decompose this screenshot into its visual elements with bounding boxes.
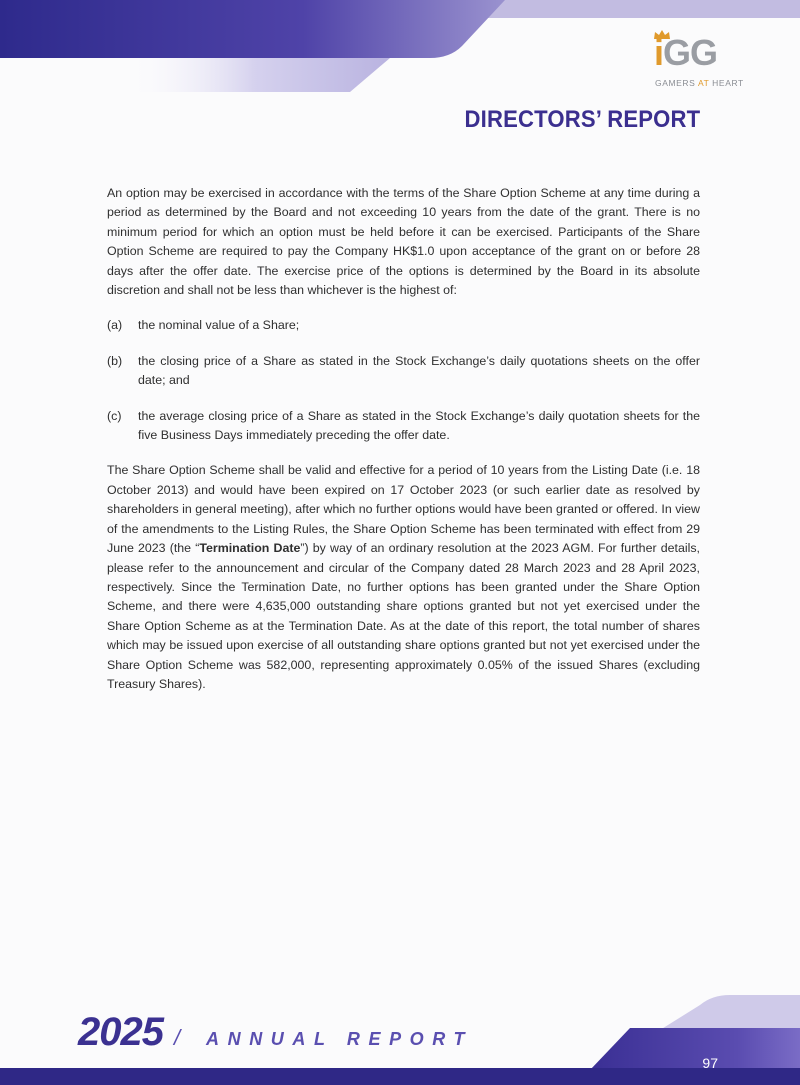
footer-band-light xyxy=(660,995,800,1030)
list-text: the nominal value of a Share; xyxy=(138,318,300,333)
list-marker: (a) xyxy=(107,318,123,333)
list-text: the average closing price of a Share as stated in the Stock Exchange’s daily quotation sheets for the five Business Days immediately preceding the offer date. xyxy=(138,408,700,443)
closing-text-before: The Share Option Scheme shall be valid and effective for a period of 10 years from the Listing Date (i.e. 18 October 2013) and would have been expired on 17 October 2023 (or such earlier date as resolved by shareholders in general meeting), after which no further options would have been granted or offered. In view of the amendments to the Listing Rules, the Share Option Scheme has been terminated with effect from 29 June 2023 (the “ xyxy=(107,463,700,556)
list-marker: (c) xyxy=(107,408,122,423)
footer-label: ANNUAL REPORT xyxy=(206,1029,474,1049)
section-title: DIRECTORS’ REPORT xyxy=(464,106,700,133)
tagline-suffix: HEART xyxy=(709,78,744,88)
logo-letter-i: i xyxy=(654,32,664,73)
report-body xyxy=(107,184,700,694)
footer-year: 2025 xyxy=(78,1010,163,1054)
tagline-at: AT xyxy=(697,78,710,88)
header-band-main xyxy=(0,0,505,58)
closing-text-after: ”) by way of an ordinary resolution at the 2023 AGM. For further details, please refer to the announcement and circular of the Company dated 28 March 2023 and 28 April 2023, respectively. Since the Termination Date, no further options has been granted under the Share Option Scheme, and there were 4,635,000 outstanding share options granted but not yet exercised under the Share Option Scheme as at the Termination Date. As at the date of this report, the total number of shares which may be issued upon exercise of all outstanding share options granted but not yet exercised under the Share Option Scheme was 582,000, representing approximately 0.05% of the issued Shares (excluding Treasury Shares). xyxy=(107,541,700,691)
list-item xyxy=(107,407,700,446)
footer-band-bottom xyxy=(0,1068,800,1085)
logo-wordmark xyxy=(654,32,718,73)
defined-term: Termination Date xyxy=(199,541,301,556)
logo-tagline xyxy=(655,78,744,88)
closing-paragraph xyxy=(107,461,700,694)
list-item xyxy=(107,316,700,335)
list-text: the closing price of a Share as stated in the Stock Exchange’s daily quotations sheets on the offer date; and xyxy=(138,353,700,388)
footer-band-accent xyxy=(590,1028,800,1070)
intro-paragraph: An option may be exercised in accordance with the terms of the Share Option Scheme at any time during a period as determined by the Board and not exceeding 10 years from the date of the grant. There is no minimum period for which an option must be held before it can be exercised. Participants of the Share Option Scheme are required to pay the Company HK$1.0 upon acceptance of the grant on or before 28 days after the offer date. The exercise price of the options is determined by the Board in its absolute discretion and shall not be less than whichever is the highest of: xyxy=(107,186,700,298)
list-item xyxy=(107,352,700,391)
page-number: 97 xyxy=(702,1055,718,1071)
header-band-fade xyxy=(120,58,390,92)
tagline-prefix: GAMERS xyxy=(655,78,698,88)
footer-slash: / xyxy=(174,1025,181,1050)
list-marker: (b) xyxy=(107,353,123,368)
logo-letters-gg: GG xyxy=(663,32,718,73)
